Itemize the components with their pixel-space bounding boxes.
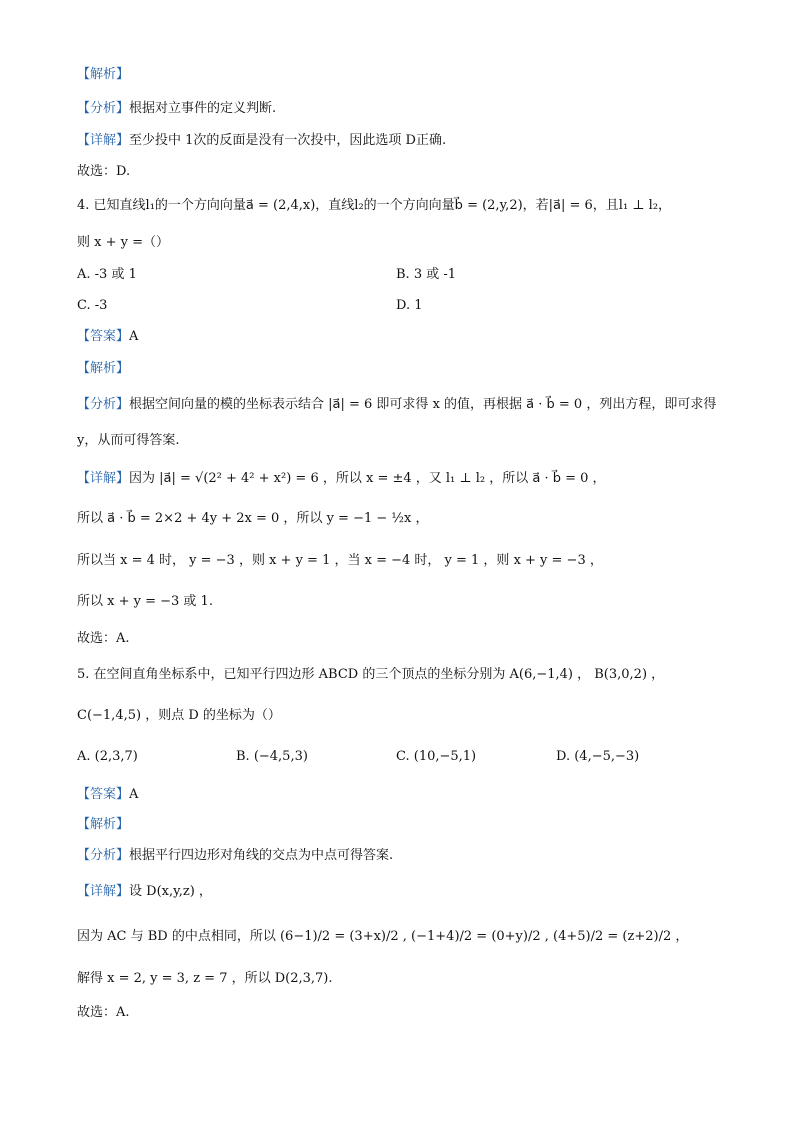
q4-analysis-line-1 <box>77 396 716 414</box>
q5-detail-2: 因为 AC 与 BD 的中点相同，所以 (6−1)/2 = (3+x)/2 , (−1+4)/2 = (0+y)/2 , (4+5)/2 = (z+2)/2 ， <box>77 929 689 944</box>
q5-choice-line <box>77 1004 130 1022</box>
q4-detail-1: 因为 |a⃗| = √(2² + 4² + x²) = 6 ，所以 x = ±4 ，又 l₁ ⊥ l₂ ，所以 a⃗ · b⃗ = 0 ， <box>129 471 606 486</box>
q4-stem-line-2 <box>77 234 169 252</box>
analysis-line-3 <box>77 100 276 118</box>
q4-answer: A <box>129 329 139 344</box>
detail-tag: 【详解】 <box>77 133 130 148</box>
q4-detail-line-2 <box>77 510 428 528</box>
q4-detail-line-4 <box>77 593 213 611</box>
q5-jiexi-line <box>77 816 129 834</box>
q5-detail-1: 设 D(x,y,z) ， <box>129 884 212 899</box>
jiexi-tag: 【解析】 <box>77 361 130 376</box>
q4-jiexi-line <box>77 360 129 378</box>
detail-tag: 【详解】 <box>77 884 130 899</box>
q5-analysis: 根据平行四边形对角线的交点为中点可得答案. <box>129 848 394 863</box>
q5-analysis-line <box>77 847 393 865</box>
q5-stem-line-1 <box>77 666 664 684</box>
q4-analysis-1: 根据空间向量的模的坐标表示结合 |a⃗| = 6 即可求得 x 的值，再根据 a⃗ · b⃗ = 0 ，列出方程，即可求得 <box>129 397 717 412</box>
q5-stem-line-2 <box>77 707 281 725</box>
q4-stem-line-1 <box>77 197 671 215</box>
q4-detail-line-3 <box>77 552 603 570</box>
q4-option-c: C. -3 <box>77 298 108 313</box>
answer-tag: 【答案】 <box>77 329 130 344</box>
q5-stem-1: 5. 在空间直角坐标系中，已知平行四边形 ABCD 的三个顶点的坐标分别为 A(6,−1,4) ， B(3,0,2) ， <box>77 667 665 682</box>
q4-analysis-line-2 <box>77 432 179 450</box>
analysis-text: 根据对立事件的定义判断. <box>129 101 277 116</box>
analysis-tag: 【分析】 <box>77 848 130 863</box>
q5-option-a: A. (2,3,7) <box>77 749 138 764</box>
q4-option-d: D. 1 <box>396 298 423 313</box>
q5-option-b: B. (−4,5,3) <box>236 749 308 764</box>
q4-answer-line <box>77 328 138 346</box>
detail-line-3 <box>77 132 446 150</box>
detail-text: 至少投中 1次的反面是没有一次投中，因此选项 D正确. <box>129 133 447 148</box>
q5-answer: A <box>129 787 139 802</box>
q4-detail-2: 所以 a⃗ · b⃗ = 2×2 + 4y + 2x = 0 ，所以 y = −1 − ½x ， <box>77 511 429 526</box>
q4-stem-2: 则 x + y =（） <box>77 235 169 250</box>
q5-option-c: C. (10,−5,1) <box>396 749 477 764</box>
q5-detail-line-1 <box>77 883 212 901</box>
q5-option-d: D. (4,−5,−3) <box>556 749 640 764</box>
q5-detail-3: 解得 x = 2, y = 3, z = 7 ，所以 D(2,3,7). <box>77 971 333 986</box>
q4-choice-line <box>77 630 130 648</box>
q5-answer-line <box>77 786 138 804</box>
q4-option-b: B. 3 或 -1 <box>396 267 457 282</box>
q5-stem-2: C(−1,4,5) ，则点 D 的坐标为（） <box>77 708 281 723</box>
jiexi-tag: 【解析】 <box>77 817 130 832</box>
q4-stem-1: 4. 已知直线l₁的一个方向向量a⃗ = (2,4,x)，直线l₂的一个方向向量b⃗ = (2,y,2)，若|a⃗| = 6，且l₁ ⊥ l₂， <box>77 198 672 213</box>
q4-detail-line-1 <box>77 470 606 488</box>
choice-text: 故选：D. <box>77 164 131 179</box>
jiexi-tag: 【解析】 <box>77 67 130 82</box>
analysis-tag: 【分析】 <box>77 397 130 412</box>
detail-tag: 【详解】 <box>77 471 130 486</box>
jiexi-heading-3 <box>77 66 129 84</box>
q4-choice: 故选：A. <box>77 631 130 646</box>
q5-detail-line-2 <box>77 928 688 946</box>
q5-detail-line-3 <box>77 970 333 988</box>
q4-detail-3: 所以当 x = 4 时， y = −3 ，则 x + y = 1 ，当 x = −4 时， y = 1 ，则 x + y = −3 ， <box>77 553 603 568</box>
q4-analysis-2: y，从而可得答案. <box>77 433 180 448</box>
analysis-tag: 【分析】 <box>77 101 130 116</box>
q4-option-a: A. -3 或 1 <box>77 267 137 282</box>
q4-detail-4: 所以 x + y = −3 或 1. <box>77 594 213 609</box>
answer-tag: 【答案】 <box>77 787 130 802</box>
choice-line-3 <box>77 163 130 181</box>
q5-choice: 故选：A. <box>77 1005 130 1020</box>
